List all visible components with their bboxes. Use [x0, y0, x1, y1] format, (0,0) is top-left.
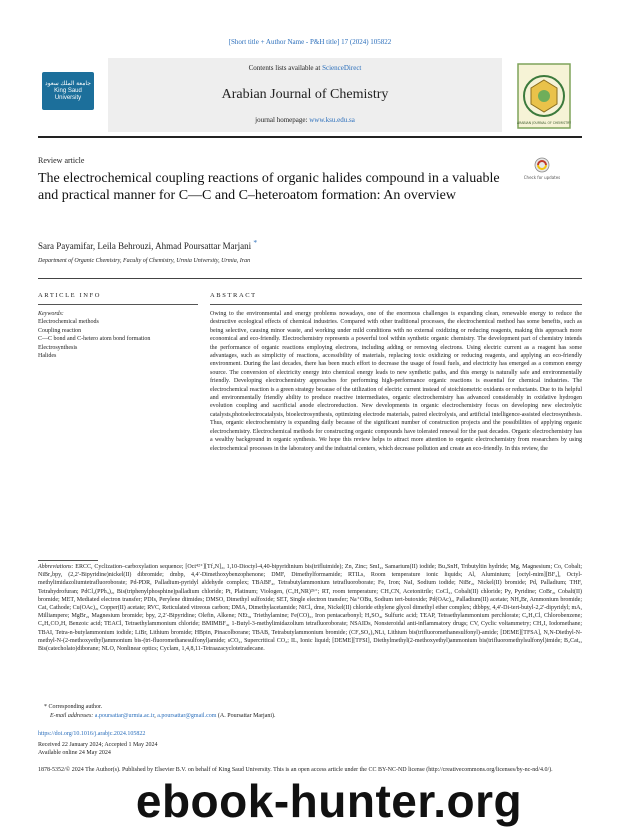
footnote-rule [38, 560, 98, 561]
article-info-rule [38, 304, 198, 305]
article-info-heading: ARTICLE INFO [38, 292, 102, 299]
abstract-heading: ABSTRACT [210, 292, 257, 299]
author-name: Sara Payamifar [38, 241, 93, 251]
publication-dates [38, 741, 157, 757]
author-name: Leila Behrouzi [97, 241, 152, 251]
university-logo-text: جامعة الملك سعود King Saud University [45, 80, 91, 101]
article-title: The electrochemical coupling reactions of organic halides compound in a valuable and practical manner for C—C and C–heteroatom formation: An overview [38, 171, 500, 203]
journal-homepage: journal homepage: www.ksu.edu.sa [255, 116, 355, 124]
abbreviations-text: ERCC, Cyclization–carboxylation sequence; [Oct⁴²⁺][Tf₂N]₂, 1,10-Dioctyl-4,40-bipyridinium bis(trifluimide); Zn, Zinc; SmI₂, Samarium(II) iodide; Bu₃SnH, Tributyltin hydride; Mg, Magnesium; Co, Cobalt; NiBr₂bpy, (2,2′-Bipyridine)nickel(II) dibromide; dmbp, 4,4′-Dimethoxybenzophenone; DMF, Dimethylformamide; RTILs, Room temperature ionic liquids; Al, Aluminium; [octyl-mim][BF₄], Octyl-methylimidazoliumtetrafluoroborate; Pd-PDR, Palladium-pyridyl aldehyde complex; TBABF₄, Tetrabutylammonium tetrafluoroborate; Fe, Iron; NaI, Sodium iodide; NiBr₂, Nickel(II) bromide; Pd, Palladium; THF, Tetrahydrofuran; PdCl₂(PPh₃)₂, Bis(triphenylphosphine)palladium chloride; Pt, Platinum; Viologen, (C₅H₄NR)²ⁿ⁺; RT, room temperature; CH₃CN, Acetonitrile; CoCl₂, Cobalt(II) chloride; Py, Pyridine; CoBr₂, Cobalt(II) bromide; MET, Mediated electron transfer; PDIs, Perylene diimides; DMSO, Dimethyl sulfoxide; SET, Single electron transfer; Na⁺OBu, Sodium tert-butoxide; Pd(OAc)₂, Palladium(II) acetate; NH₄Br, Ammonium bromide; Cat, Cathode; Cu(OAc)₂, Copper(II) acetate; RVC, Reticulated vitreous carbon; DMA, Dimethylacetamide; NiCl₂ dme, Nickel(II) chloride ethylene glycol dimethyl ether complex; dtbbpy, 4,4′-Di-tert-butyl-2,2′-dipyridyl; mA, Milliampere; MgBr₂, Magnesium bromide; bpy, 2,2′-Bipyridine; Olefin, Alkene; NEt₃, Triethylamine; Fe(CO)₅, Iron pentacarbonyl; H₂SO₄, Sulfuric acid; TEAP, Tetraethylammonium perchlorate; C₆H₅Cl, Chlorobenzene; C₆H₅CO₂H, Benzoic acid; TEACl, Tetraethylammonium chloride; BMIMBF₄, 1-Butyl-3-methylimidazolium tetrafluoroborate; NSAIDs, Nonsteroidal anti-inflammatory drugs; CV, Cyclic voltammetry; CH₃I, Iodomethane; TBAI, Tetra-n-butylammonium iodide; LiBr, Lithium bromide; HBpin, Pinacolborane; TBAB, Tetrabutylammonium bromide; (CF₃SO₂)₂NLi, Lithium bis(trifluoromethanesulfonyl)-amide; [DEME][TFSA], N,N-Diethyl-N-methyl-N-(2-methoxyethyl)ammonium bis-(tri-fluoromethanesulfonyl)amide; sCO₂, Supercritical CO₂; IL, Ionic liquid; [DEME][TFSI], Diethylmethyl(2-methoxyethyl)ammonium bis(trifluoromethylsulfonyl)imide; B₂Cat₂, Bis(catecholato)diborane; NLO, Nonlinear optics; Cyclam, 1,4,8,11-Tetraazacyclotetradecane. [38, 564, 582, 653]
online-date: Available online 24 May 2024 [38, 750, 111, 757]
email-addresses: E-mail addresses: a.poursattar@urmia.ac.ir, a.poursattar@gmail.com (A. Poursattar Marjani). [50, 713, 276, 719]
keyword-item: C—C bond and C-hetero atom bond formation [38, 336, 151, 343]
header-rule [38, 136, 582, 138]
copyright-notice: 1878-5352/© 2024 The Author(s). Published by Elsevier B.V. on behalf of King Saud University. This is an open access article under the CC BY-NC-ND license (http://creativecommons.org/licenses/by-nc-nd/4.0/). [38, 767, 553, 773]
check-for-updates-badge[interactable] [522, 156, 562, 186]
watermark-overlay [38, 775, 620, 827]
keywords-label: Keywords: [38, 311, 64, 317]
abbreviations-footnote [38, 563, 582, 653]
corresponding-note: * Corresponding author. [44, 704, 103, 710]
keyword-item: Coupling reaction [38, 327, 82, 334]
email-link-2[interactable]: a.poursattar@gmail.com [157, 713, 217, 719]
svg-text:ARABIAN JOURNAL OF CHEMISTRY: ARABIAN JOURNAL OF CHEMISTRY [516, 121, 572, 125]
top-citation[interactable]: [Short title + Author Name - P&H title] 17 (2024) 105822 [228, 38, 392, 46]
keyword-item: Electrosynthesis [38, 344, 78, 351]
corresponding-author-mark[interactable]: * [253, 238, 258, 247]
section-rule [38, 278, 582, 279]
sciencedirect-link[interactable]: ScienceDirect [322, 64, 362, 72]
abbreviations-label: Abbreviations: [38, 564, 74, 570]
watermark-text: ebook-hunter.org [135, 775, 523, 827]
contents-available: Contents lists available at ScienceDirect [248, 64, 362, 72]
journal-name: Arabian Journal of Chemistry [221, 87, 389, 102]
university-logo [42, 72, 94, 110]
doi-link[interactable]: https://doi.org/10.1016/j.arabjc.2024.105822 [38, 731, 146, 737]
email-link-1[interactable]: a.poursattar@urmia.ac.ir [94, 713, 155, 719]
affiliation: Department of Organic Chemistry, Faculty of Chemistry, Urmia University, Urmia, Iran [38, 258, 251, 264]
journal-cover-logo [516, 62, 572, 130]
keyword-item: Halides [38, 353, 57, 360]
article-type: Review article [38, 156, 85, 165]
received-date: Received 22 January 2024; Accepted 1 May 2024 [38, 742, 158, 748]
keyword-item: Electrochemical methods [38, 319, 99, 326]
author-name: Ahmad Poursattar Marjani [155, 241, 252, 251]
svg-text:Check for updates: Check for updates [523, 175, 561, 180]
abstract-text: Owing to the environmental and energy problems nowadays, one of the enormous challenges is expanding clean, renewable energy to reduce the destructive ecological effects of chemical industries. Compared with other traditional processes, the electrochemical method has some benefits, such as being selective, causing minor waste, and working under mild conditions with no external oxidizing or reducing reagents, making this approach more economical and eco-friendly. Electrochemistry represents a powerful tool within synthetic organic chemistry. The development part of chemistry intends the performance of organic reactions employing electrons, including adding or removing electrons. Using electric current as a reagent has some advantages, such as simplicity of reactions, accessibility of materials, replacing toxic oxidizing or reducing reagents, and applying an eco-friendly environment. During the last decades, there has been much effort to decrease the usage of fossil fuels, and electricity has emerged as a common energy source. The conversion of electricity energy into chemical energy leads to new synthetic paths, and this energy is naturally safe and environmentally friendly. Developing electrochemistry approaches for performing high-performance organic reactions is essential for chemical industries. The electrochemical reaction is a green strategy because of the utilization of electric current instead of stoichiometric oxidants or reductants. Due to its helpful and environmentally friendly ability to produce reactive intermediates, organic electrochemistry has advanced considerably in oxidative hydrogen evolution coupling and sacrificial anode electroreduction. New developments in organic electrochemistry focus on developing new electrolytic catalysts,photoelectrocatalysis, bioelectrosynthesis, optimizing electrode materials, paired electrolysis, and artificial intelligence-assisted electrosynthesis. Thus, organic electrochemistry is expanding daily because of the significant number of construction projects and the possibilities of applying organic electrochemistry. Electrochemical methods for constructing organic compounds have tolerated renewal for the past decades. Organic electrochemistry has a wealthy background in organic synthesis. We hope this review helps to attract more attention to organic electrochemistry from researchers by using electrochemical processes in the laboratory and the industrial centers, which decrease pollution and create an eco-friendly. In this review, the [210, 311, 582, 452]
homepage-link[interactable]: www.ksu.edu.sa [309, 116, 355, 124]
keywords-block [38, 310, 198, 360]
abstract-rule [210, 304, 582, 305]
author-list: Sara Payamifar, Leila Behrouzi, Ahmad Poursattar Marjani * [38, 238, 258, 251]
